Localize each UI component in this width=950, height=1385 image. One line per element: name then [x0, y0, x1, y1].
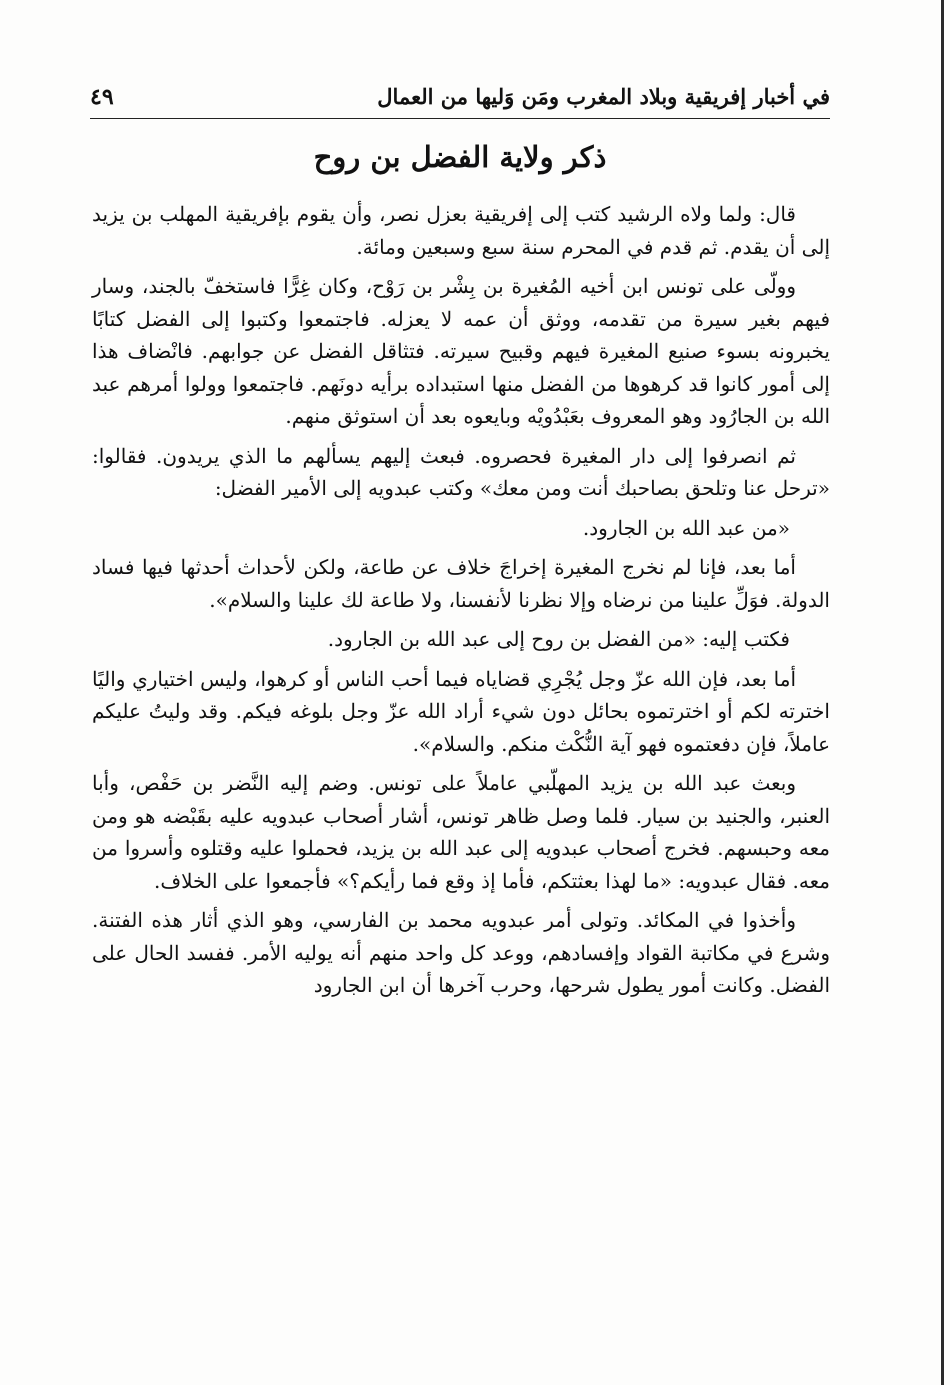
letter-reply-opening: فكتب إليه: «من الفضل بن روح إلى عبد الله بن الجارود. — [327, 627, 790, 651]
running-header — [90, 84, 830, 119]
page-number: ٤٩ — [90, 84, 114, 110]
paragraph: وبعث عبد الله بن يزيد المهلّبي عاملاً على تونس. وضم إليه النَّضر بن حَفْص، وأبا العنبر، والجنيد بن سيار. فلما وصل ظاهر تونس، أشار أصحاب عبدويه عليه بقَبْضه هو ومن معه وحبسهم. فخرج أصحاب عبدويه إلى عبد الله بن يزيد، فحملوا عليه وقتلوه وأسروا من معه. فقال عبدويه: «ما لهذا بعثتكم، فأما إذ وقع فما رأيكم؟» فأجمعوا على الخلاف. — [92, 771, 830, 893]
paragraph: أما بعد، فإن الله عزّ وجل يُجْرِي قضاياه فيما أحب الناس أو كرهوا، وليس اختياري واليًا اخترته لكم أو اخترتموه بحائل دون شيء أراد الله عزّ وجل بلوغه فيكم. وقد وليتُ عليكم عاملاً، فإن دفعتموه فهو آية النُّكْث منكم. والسلام». — [92, 666, 830, 756]
letter-opening: «من عبد الله بن الجارود. — [582, 515, 790, 540]
paragraph: أما بعد، فإنا لم نخرج المغيرة إخراجَ خلاف عن طاعة، ولكن لأحداث أحدثها فيها فساد الدولة. فوَلِّ علينا من نرضاه وإلا نظرنا لأنفسنا، ولا طاعة لك علينا والسلام». — [92, 555, 830, 612]
section-title: ذكر ولاية الفضل بن روح — [313, 140, 607, 174]
paragraph: وولّى على تونس ابن أخيه المُغيرة بن بِشْر بن رَوْح، وكان غِرًّا فاستخفّ بالجند، وسار فيهم بغير سيرة من تقدمه، ووثق أن عمه لا يعزله. فاجتمعوا وكتبوا إلى الفضل كتابًا يخبرونه بسوء صنيع المغيرة فيهم وقبيح سيرته. فتثاقل الفضل عن جوابهم. فانْضاف هذا إلى أمور كانوا قد كرهوها من الفضل منها استبداده برأيه دونَهم. فاجتمعوا وولوا أمرهم عبد الله بن الجارُود وهو المعروف بعَبْدُويْه وبايعوه بعد أن استوثق منهم. — [92, 274, 830, 428]
running-title: في أخبار إفريقية وبلاد المغرب ومَن وَليها من العمال — [377, 84, 830, 109]
paragraph: ثم انصرفوا إلى دار المغيرة فحصروه. فبعث إليهم يسألهم ما الذي يريدون. فقالوا: «ترحل عنا وتلحق بصاحبك أنت ومن معك» وكتب عبدويه إلى الأمير الفضل: — [92, 443, 830, 500]
body-text — [92, 198, 830, 1002]
scan-edge-shadow — [941, 0, 944, 1385]
paragraph: قال: ولما ولاه الرشيد كتب إلى إفريقية بعزل نصر، وأن يقوم بإفريقية المهلب بن يزيد إلى أن يقدم. ثم قدم في المحرم سنة سبع وسبعين ومائة. — [92, 202, 830, 259]
paragraph: وأخذوا في المكائد. وتولى أمر عبدويه محمد بن الفارسي، وهو الذي أثار هذه الفتنة. وشرع في مكاتبة القواد وإفسادهم، ووعد كل واحد منهم أنه يوليه الأمر. ففسد الحال على الفضل. وكانت أمور يطول شرحها، وحرب آخرها أن ابن الجارود — [92, 908, 830, 997]
